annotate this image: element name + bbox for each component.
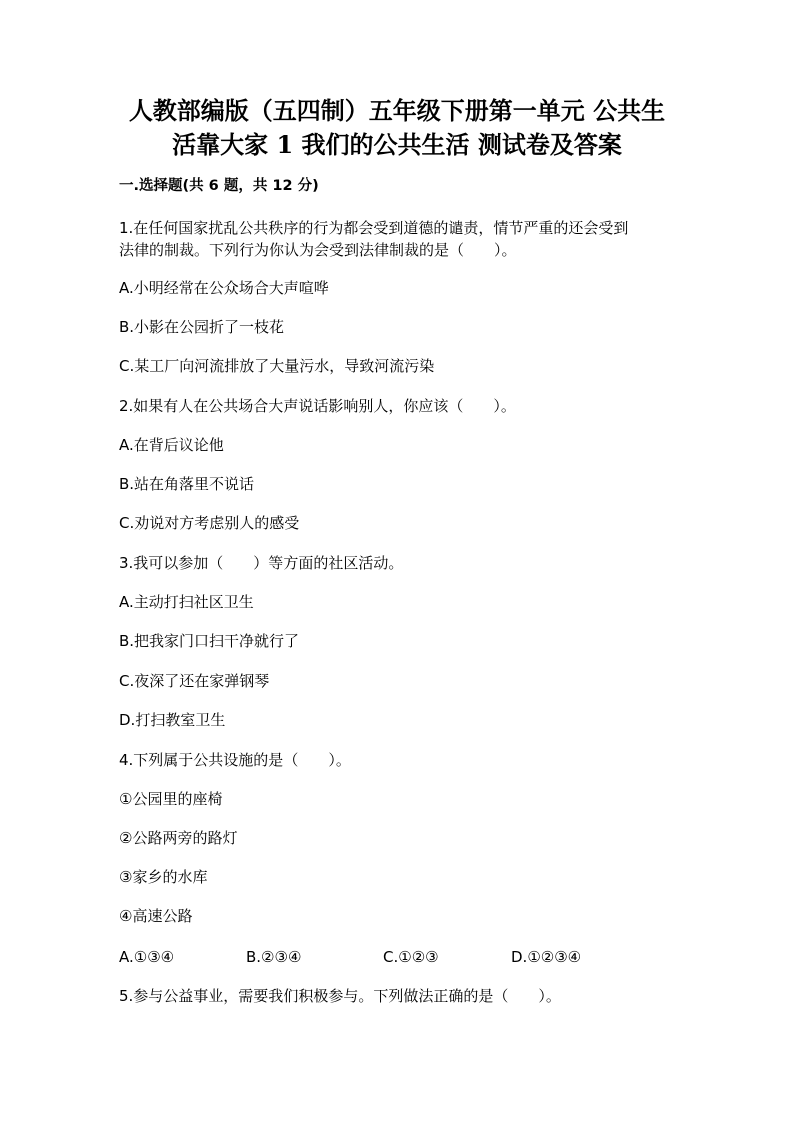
question-4-stem: 4.下列属于公共设施的是（ ）。 [119,751,351,769]
question-2-option-b: B.站在角落里不说话 [119,475,255,493]
question-1-stem-line-1: 1.在任何国家扰乱公共秩序的行为都会受到道德的谴责，情节严重的还会受到 [119,219,629,237]
section-heading: 一.选择题(共 6 题，共 12 分) [119,178,319,194]
question-3-stem: 3.我可以参加（ ）等方面的社区活动。 [119,554,404,572]
question-4-option-a: A.①③④ [119,948,175,966]
question-4-item-2: ②公路两旁的路灯 [119,829,238,847]
question-4-item-1: ①公园里的座椅 [119,790,223,808]
question-1-option-b: B.小影在公园折了一枝花 [119,318,285,336]
question-3-option-b: B.把我家门口扫干净就行了 [119,632,300,650]
question-2-option-c: C.劝说对方考虑别人的感受 [119,514,300,532]
question-1-option-c: C.某工厂向河流排放了大量污水，导致河流污染 [119,357,435,375]
document-title-line-1: 人教部编版（五四制）五年级下册第一单元 公共生 [128,96,666,125]
question-4-item-4: ④高速公路 [119,907,193,925]
document-title-line-2: 活靠大家 1 我们的公共生活 测试卷及答案 [172,130,622,159]
question-2-option-a: A.在背后议论他 [119,436,224,454]
question-4-option-b: B.②③④ [246,948,302,966]
question-3-option-a: A.主动打扫社区卫生 [119,593,254,611]
question-1-option-a: A.小明经常在公众场合大声喧哗 [119,279,329,297]
question-4-option-c: C.①②③ [383,948,439,966]
question-2-stem: 2.如果有人在公共场合大声说话影响别人，你应该（ ）。 [119,397,516,415]
question-4-item-3: ③家乡的水库 [119,868,208,886]
question-3-option-d: D.打扫教室卫生 [119,711,226,729]
question-3-option-c: C.夜深了还在家弹钢琴 [119,672,270,690]
question-4-option-d: D.①②③④ [511,948,582,966]
question-5-stem: 5.参与公益事业，需要我们积极参与。下列做法正确的是（ ）。 [119,987,561,1005]
question-1-stem-line-2: 法律的制裁。下列行为你认为会受到法律制裁的是（ ）。 [119,241,517,259]
